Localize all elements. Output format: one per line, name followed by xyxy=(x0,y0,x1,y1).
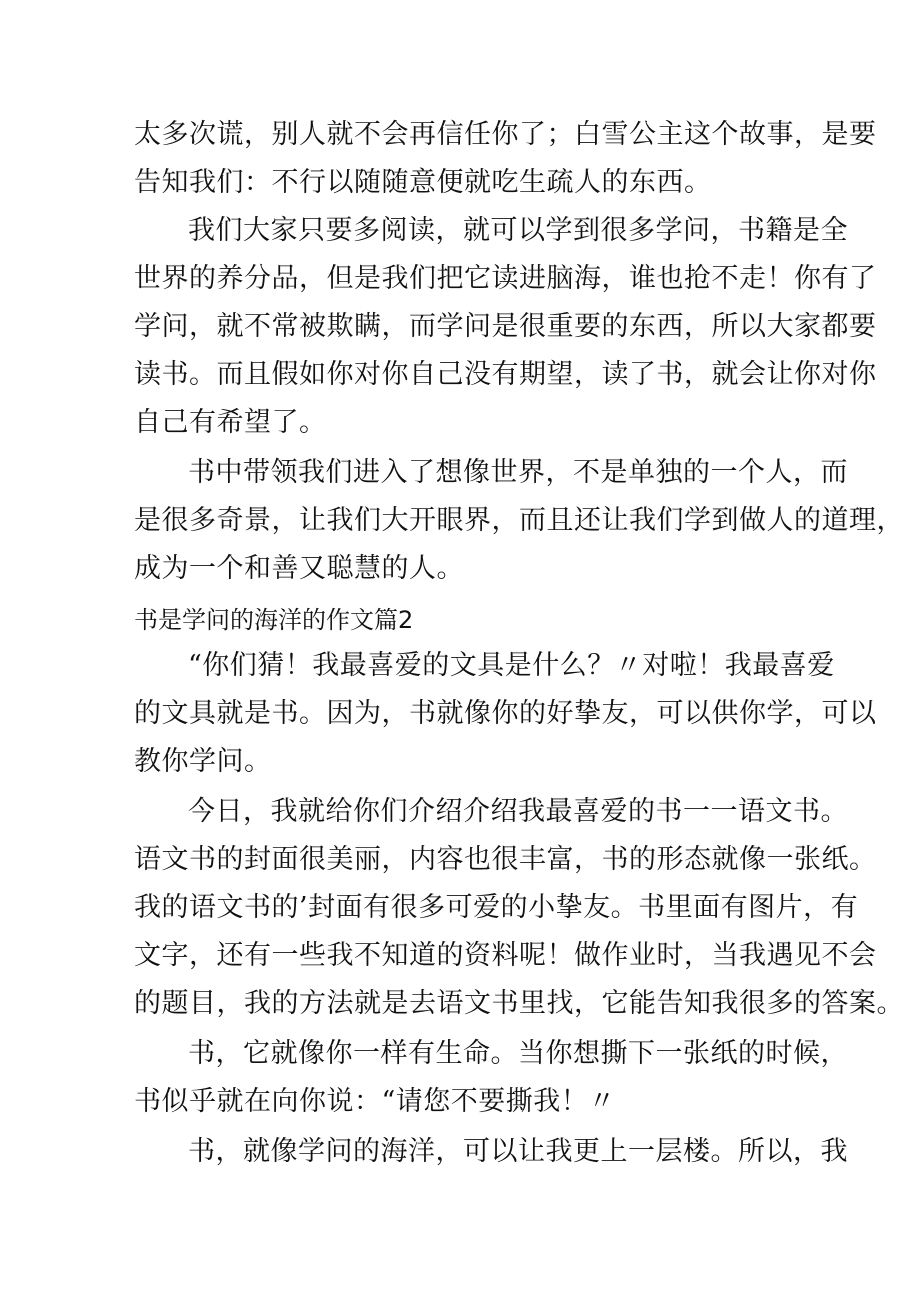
text-line: 教你学问。 xyxy=(134,746,272,777)
text-line: 世界的养分品，但是我们把它读进脑海，谁也抢不走！你有了 xyxy=(134,263,877,294)
paragraph-first-line: 我们大家只要多阅读，就可以学到很多学问，书籍是全 xyxy=(188,215,848,246)
text-line: 太多次谎，别人就不会再信任你了；白雪公主这个故事，是要 xyxy=(134,119,877,150)
text-line: 成为一个和善又聪慧的人。 xyxy=(134,553,464,584)
text-line: 的题目，我的方法就是去语文书里找，它能告知我很多的答案。 xyxy=(134,988,904,1019)
text-line: 的文具就是书。因为，书就像你的好挚友，可以供你学，可以 xyxy=(134,698,877,729)
text-line: 文字，还有一些我不知道的资料呢！做作业时，当我遇见不会 xyxy=(134,940,877,971)
text-line: 语文书的封面很美丽，内容也很丰富，书的形态就像一张纸。 xyxy=(134,844,877,875)
text-line: 学问，就不常被欺瞒，而学问是很重要的东西，所以大家都要 xyxy=(134,311,877,342)
text-line: 是很多奇景，让我们大开眼界，而且还让我们学到做人的道理， xyxy=(134,505,904,536)
paragraph-first-line: “你们猜！我最喜爱的文具是什么？〃对啦！我最喜爱 xyxy=(188,650,835,681)
text-line: 我的语文书的’封面有很多可爱的小挚友。书里面有图片，有 xyxy=(134,892,859,923)
section-heading: 书是学问的海洋的作文篇2 xyxy=(134,606,414,634)
paragraph-first-line: 书，它就像你一样有生命。当你想撕下一张纸的时候， xyxy=(188,1038,848,1069)
paragraph-first-line: 书中带领我们进入了想像世界，不是单独的一个人，而 xyxy=(188,457,848,488)
paragraph-first-line: 今日，我就给你们介绍介绍我最喜爱的书一一语文书。 xyxy=(188,796,848,827)
text-line: 自己有希望了。 xyxy=(134,407,327,438)
paragraph-first-line: 书，就像学问的海洋，可以让我更上一层楼。所以，我 xyxy=(188,1136,848,1167)
text-line: 告知我们：不行以随随意便就吃生疏人的东西。 xyxy=(134,167,712,198)
text-line: 书似乎就在向你说：“请您不要撕我！〃 xyxy=(134,1086,616,1117)
text-line: 读书。而且假如你对你自己没有期望，读了书，就会让你对你 xyxy=(134,359,877,390)
